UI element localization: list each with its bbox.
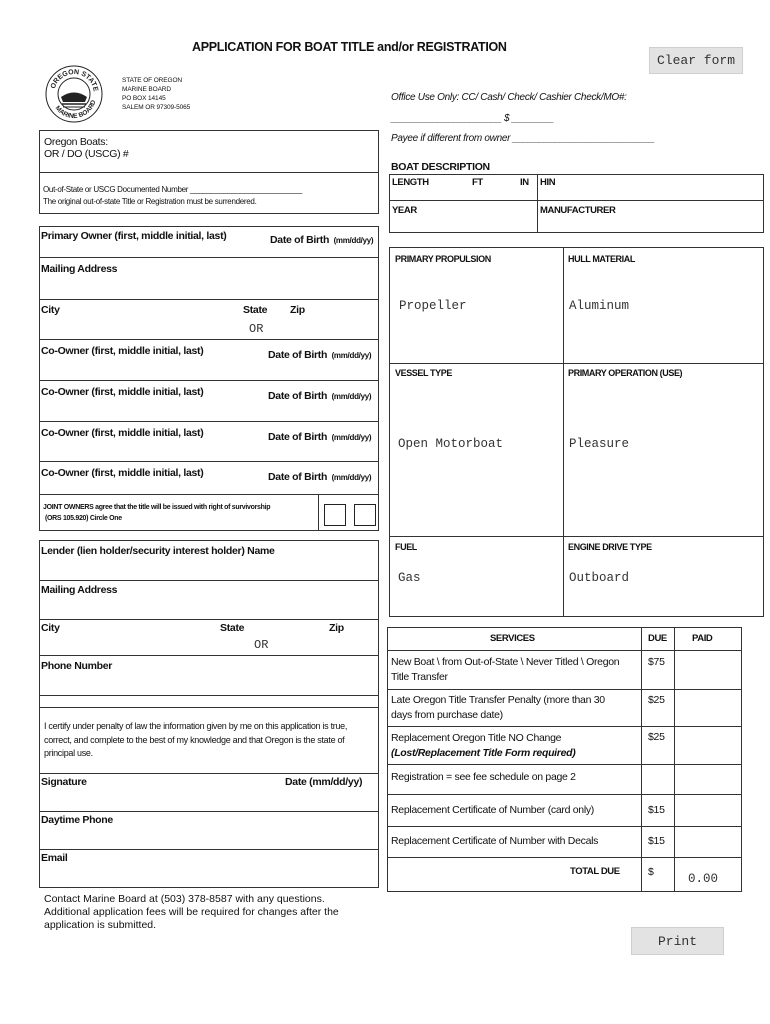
seal-bottom-text: MARINE BOARD [53, 99, 98, 121]
service-row-replacement-title [391, 731, 639, 761]
or-do-uscg-label[interactable]: OR / DO (USCG) # [44, 148, 129, 160]
office-use-label: Office Use Only: CC/ Cash/ Check/ Cashier Check/MO#: [391, 92, 627, 103]
due-header: DUE [648, 633, 667, 644]
dob-label: Date of Birth [268, 431, 328, 443]
lender-zip-label[interactable]: Zip [329, 622, 344, 634]
total-due-value: 0.00 [688, 872, 719, 886]
agency-address [122, 76, 190, 112]
divider [389, 536, 764, 537]
dob-label: Date of Birth [270, 234, 330, 246]
divider [39, 580, 379, 581]
divider [387, 826, 742, 827]
divider [318, 494, 319, 531]
email-label[interactable]: Email [41, 852, 68, 864]
divider [387, 650, 742, 651]
divider [39, 655, 379, 656]
daytime-phone-label[interactable]: Daytime Phone [41, 814, 113, 826]
hull-material-label: HULL MATERIAL [568, 254, 635, 264]
agency-line3: PO BOX 14145 [122, 95, 166, 102]
primary-propulsion-select[interactable]: Propeller [399, 299, 467, 313]
vessel-type-label: VESSEL TYPE [395, 368, 452, 378]
service-text: Late Oregon Title Transfer Penalty (more than 30 [391, 694, 605, 706]
dob-format: (mm/dd/yy) [331, 392, 372, 401]
divider [387, 857, 742, 858]
dob-format: (mm/dd/yy) [333, 236, 374, 245]
service-due: $25 [648, 731, 665, 743]
service-row-registration [391, 770, 639, 785]
divider [387, 689, 742, 690]
primary-operation-label: PRIMARY OPERATION (USE) [568, 368, 683, 378]
service-text: New Boat \ from Out-of-State \ Never Titled \ Oregon [391, 656, 620, 668]
manufacturer-label[interactable]: MANUFACTURER [540, 205, 616, 216]
divider [563, 247, 564, 617]
divider [39, 299, 379, 300]
divider [389, 200, 764, 201]
or-separator: OR [254, 638, 269, 652]
divider [39, 339, 379, 340]
contact-line1: Contact Marine Board at (503) 378-8587 with any questions. [44, 893, 325, 905]
service-text: Replacement Certificate of Number with Decals [391, 835, 599, 847]
service-due: $25 [648, 694, 665, 706]
divider [39, 773, 379, 774]
divider [39, 380, 379, 381]
contact-info [44, 893, 339, 932]
divider [387, 764, 742, 765]
state-label[interactable]: State [243, 304, 268, 316]
lender-city-label[interactable]: City [41, 622, 60, 634]
divider [39, 695, 379, 696]
coowner-3-label[interactable]: Co-Owner (first, middle initial, last) [41, 427, 204, 439]
hin-label[interactable]: HIN [540, 177, 556, 188]
divider [389, 363, 764, 364]
signature-label[interactable]: Signature [41, 776, 87, 788]
or-separator: OR [249, 322, 264, 336]
year-label[interactable]: YEAR [392, 205, 417, 216]
service-row-certificate-decals [391, 834, 639, 849]
coowner-1-label[interactable]: Co-Owner (first, middle initial, last) [41, 345, 204, 357]
city-label[interactable]: City [41, 304, 60, 316]
vessel-type-select[interactable]: Open Motorboat [398, 437, 504, 451]
boat-description-heading: BOAT DESCRIPTION [391, 161, 490, 173]
joint-owner-checkbox-1[interactable] [324, 504, 346, 526]
phone-number-label[interactable]: Phone Number [41, 660, 113, 672]
in-label: IN [520, 177, 529, 188]
dob-label: Date of Birth [268, 349, 328, 361]
divider [387, 726, 742, 727]
fuel-select[interactable]: Gas [398, 571, 421, 585]
service-row-certificate-card [391, 803, 639, 818]
lender-state-label[interactable]: State [220, 622, 245, 634]
engine-drive-type-select[interactable]: Outboard [569, 571, 630, 585]
joint-owners-line1: JOINT OWNERS agree that the title will be issued with right of survivorship [43, 504, 271, 511]
dob-label: Date of Birth [268, 390, 328, 402]
primary-owner-label[interactable]: Primary Owner (first, middle initial, last) [41, 230, 227, 242]
service-text: Registration = see fee schedule on page 2 [391, 771, 576, 783]
service-due: $75 [648, 656, 665, 668]
seal-top-text: OREGON STATE [49, 68, 99, 93]
divider [537, 174, 538, 233]
out-of-state-number-field[interactable]: Out-of-State or USCG Documented Number ___________________________ [43, 185, 303, 194]
primary-operation-select[interactable]: Pleasure [569, 437, 630, 451]
dob-format: (mm/dd/yy) [331, 433, 372, 442]
divider [39, 811, 379, 812]
engine-drive-type-label: ENGINE DRIVE TYPE [568, 542, 652, 552]
divider [39, 707, 379, 708]
surrender-note: The original out-of-state Title or Registration must be surrendered. [43, 197, 257, 206]
contact-line3: application is submitted. [44, 919, 157, 931]
ft-label: FT [472, 177, 483, 188]
clear-form-button[interactable]: Clear form [649, 47, 743, 74]
dob-format: (mm/dd/yy) [331, 473, 372, 482]
payee-line: Payee if different from owner ___________________________ [391, 133, 655, 144]
divider [39, 494, 379, 495]
divider [39, 257, 379, 258]
mailing-address-label[interactable]: Mailing Address [41, 263, 118, 275]
service-text: (Lost/Replacement Title Form required) [391, 747, 576, 759]
joint-owners-line2: (ORS 105.920) Circle One [45, 515, 122, 522]
zip-label[interactable]: Zip [290, 304, 305, 316]
services-header: SERVICES [490, 633, 535, 644]
fuel-label: FUEL [395, 542, 417, 552]
divider [39, 461, 379, 462]
primary-propulsion-label: PRIMARY PROPULSION [395, 254, 491, 264]
service-row-late-penalty [391, 693, 639, 723]
total-due-label: TOTAL DUE [570, 866, 620, 877]
lender-mailing-label[interactable]: Mailing Address [41, 584, 118, 596]
primary-owner-dob[interactable] [270, 230, 373, 248]
marine-board-seal-icon [44, 64, 104, 124]
print-button[interactable]: Print [631, 927, 724, 955]
dob-label: Date of Birth [268, 471, 328, 483]
boat-description-box [389, 174, 764, 233]
certify-statement: I certify under penalty of law the information given by me on this application is true, correct, and complete to the best of my knowledge and that Oregon is the state of principal use. [44, 721, 348, 758]
coowner-4-dob[interactable] [268, 467, 371, 485]
coowner-3-dob[interactable] [268, 427, 371, 445]
oregon-boats-label: Oregon Boats: [44, 136, 108, 148]
office-amount-line: _____________________ $ ________ [391, 113, 554, 124]
coowner-2-dob[interactable] [268, 386, 371, 404]
agency-line4: SALEM OR 97309-5065 [122, 104, 191, 111]
total-dollar-sign: $ [648, 866, 654, 878]
length-label[interactable]: LENGTH [392, 177, 429, 188]
agency-line2: MARINE BOARD [122, 86, 172, 93]
service-text: days from purchase date) [391, 709, 503, 721]
coowner-1-dob[interactable] [268, 345, 371, 363]
divider [674, 627, 675, 892]
dob-format: (mm/dd/yy) [331, 351, 372, 360]
service-text: Replacement Oregon Title NO Change [391, 732, 562, 744]
divider [387, 794, 742, 795]
divider [39, 619, 379, 620]
divider [39, 172, 379, 173]
signature-date-label[interactable]: Date (mm/dd/yy) [285, 776, 363, 788]
coowner-2-label[interactable]: Co-Owner (first, middle initial, last) [41, 386, 204, 398]
agency-line1: STATE OF OREGON [122, 77, 183, 84]
service-text: Title Transfer [391, 671, 448, 683]
service-text: Replacement Certificate of Number (card only) [391, 804, 595, 816]
service-due: $15 [648, 835, 665, 847]
paid-header: PAID [692, 633, 713, 644]
joint-owner-checkbox-2[interactable] [354, 504, 376, 526]
service-row-new-boat [391, 655, 639, 685]
coowner-4-label[interactable]: Co-Owner (first, middle initial, last) [41, 467, 204, 479]
service-due: $15 [648, 804, 665, 816]
lender-name-label[interactable]: Lender (lien holder/security interest holder) Name [41, 545, 275, 557]
form-title: APPLICATION FOR BOAT TITLE and/or REGISTRATION [192, 40, 507, 54]
divider [39, 421, 379, 422]
divider [641, 627, 642, 892]
divider [39, 849, 379, 850]
contact-line2: Additional application fees will be required for changes after the [44, 906, 339, 918]
hull-material-select[interactable]: Aluminum [569, 299, 630, 313]
